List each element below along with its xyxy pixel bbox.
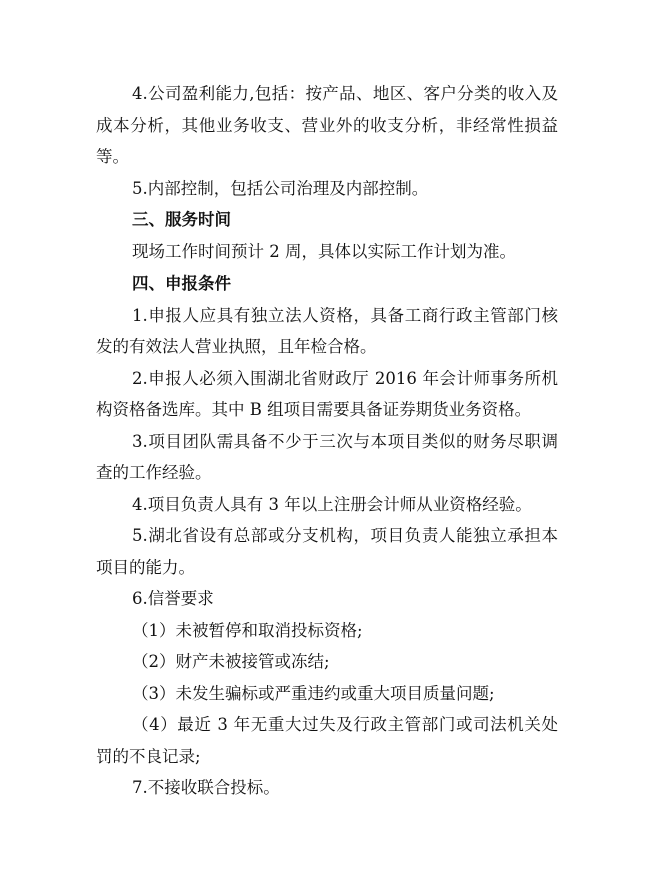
paragraph-condition-4: 4.项目负责人具有 3 年以上注册会计师从业资格经验。 <box>132 494 532 514</box>
paragraph-internal-control: 5.内部控制，包括公司治理及内部控制。 <box>132 178 429 198</box>
paragraph-condition-6: 6.信誉要求 <box>132 589 214 608</box>
paragraph-condition-7: 7.不接收联合投标。 <box>132 778 280 797</box>
heading-service-time: 三、服务时间 <box>132 210 231 229</box>
paragraph-condition-3: 3.项目团队需具备不少于三次与本项目类似的财务尽职调查的工作经验。 <box>96 431 558 482</box>
document-page <box>96 78 558 804</box>
paragraph-condition-1: 1.申报人应具有独立法人资格，具备工商行政主管部门核发的有效法人营业执照，且年检合格。 <box>96 305 558 356</box>
paragraph-condition-5: 5.湖北省设有总部或分支机构，项目负责人能独立承担本项目的能力。 <box>96 526 558 577</box>
paragraph-condition-2: 2.申报人必须入围湖北省财政厅 2016 年会计师事务所机构资格备选库。其中 B 组项目需要具备证券期货业务资格。 <box>96 368 558 419</box>
paragraph-credit-1: （1）未被暂停和取消投标资格; <box>132 620 363 640</box>
paragraph-profitability: 4.公司盈利能力,包括：按产品、地区、客户分类的收入及成本分析，其他业务收支、营业外的收支分析，非经常性损益等。 <box>96 84 558 166</box>
heading-application-conditions: 四、申报条件 <box>132 273 231 293</box>
paragraph-credit-3: （3）未发生骗标或严重违约或重大项目质量问题; <box>132 683 495 703</box>
paragraph-credit-2: （2）财产未被接管或冻结; <box>132 652 330 671</box>
paragraph-credit-4: （4）最近 3 年无重大过失及行政主管部门或司法机关处罚的不良记录; <box>96 715 558 766</box>
paragraph-service-time: 现场工作时间预计 2 周，具体以实际工作计划为准。 <box>132 242 516 261</box>
